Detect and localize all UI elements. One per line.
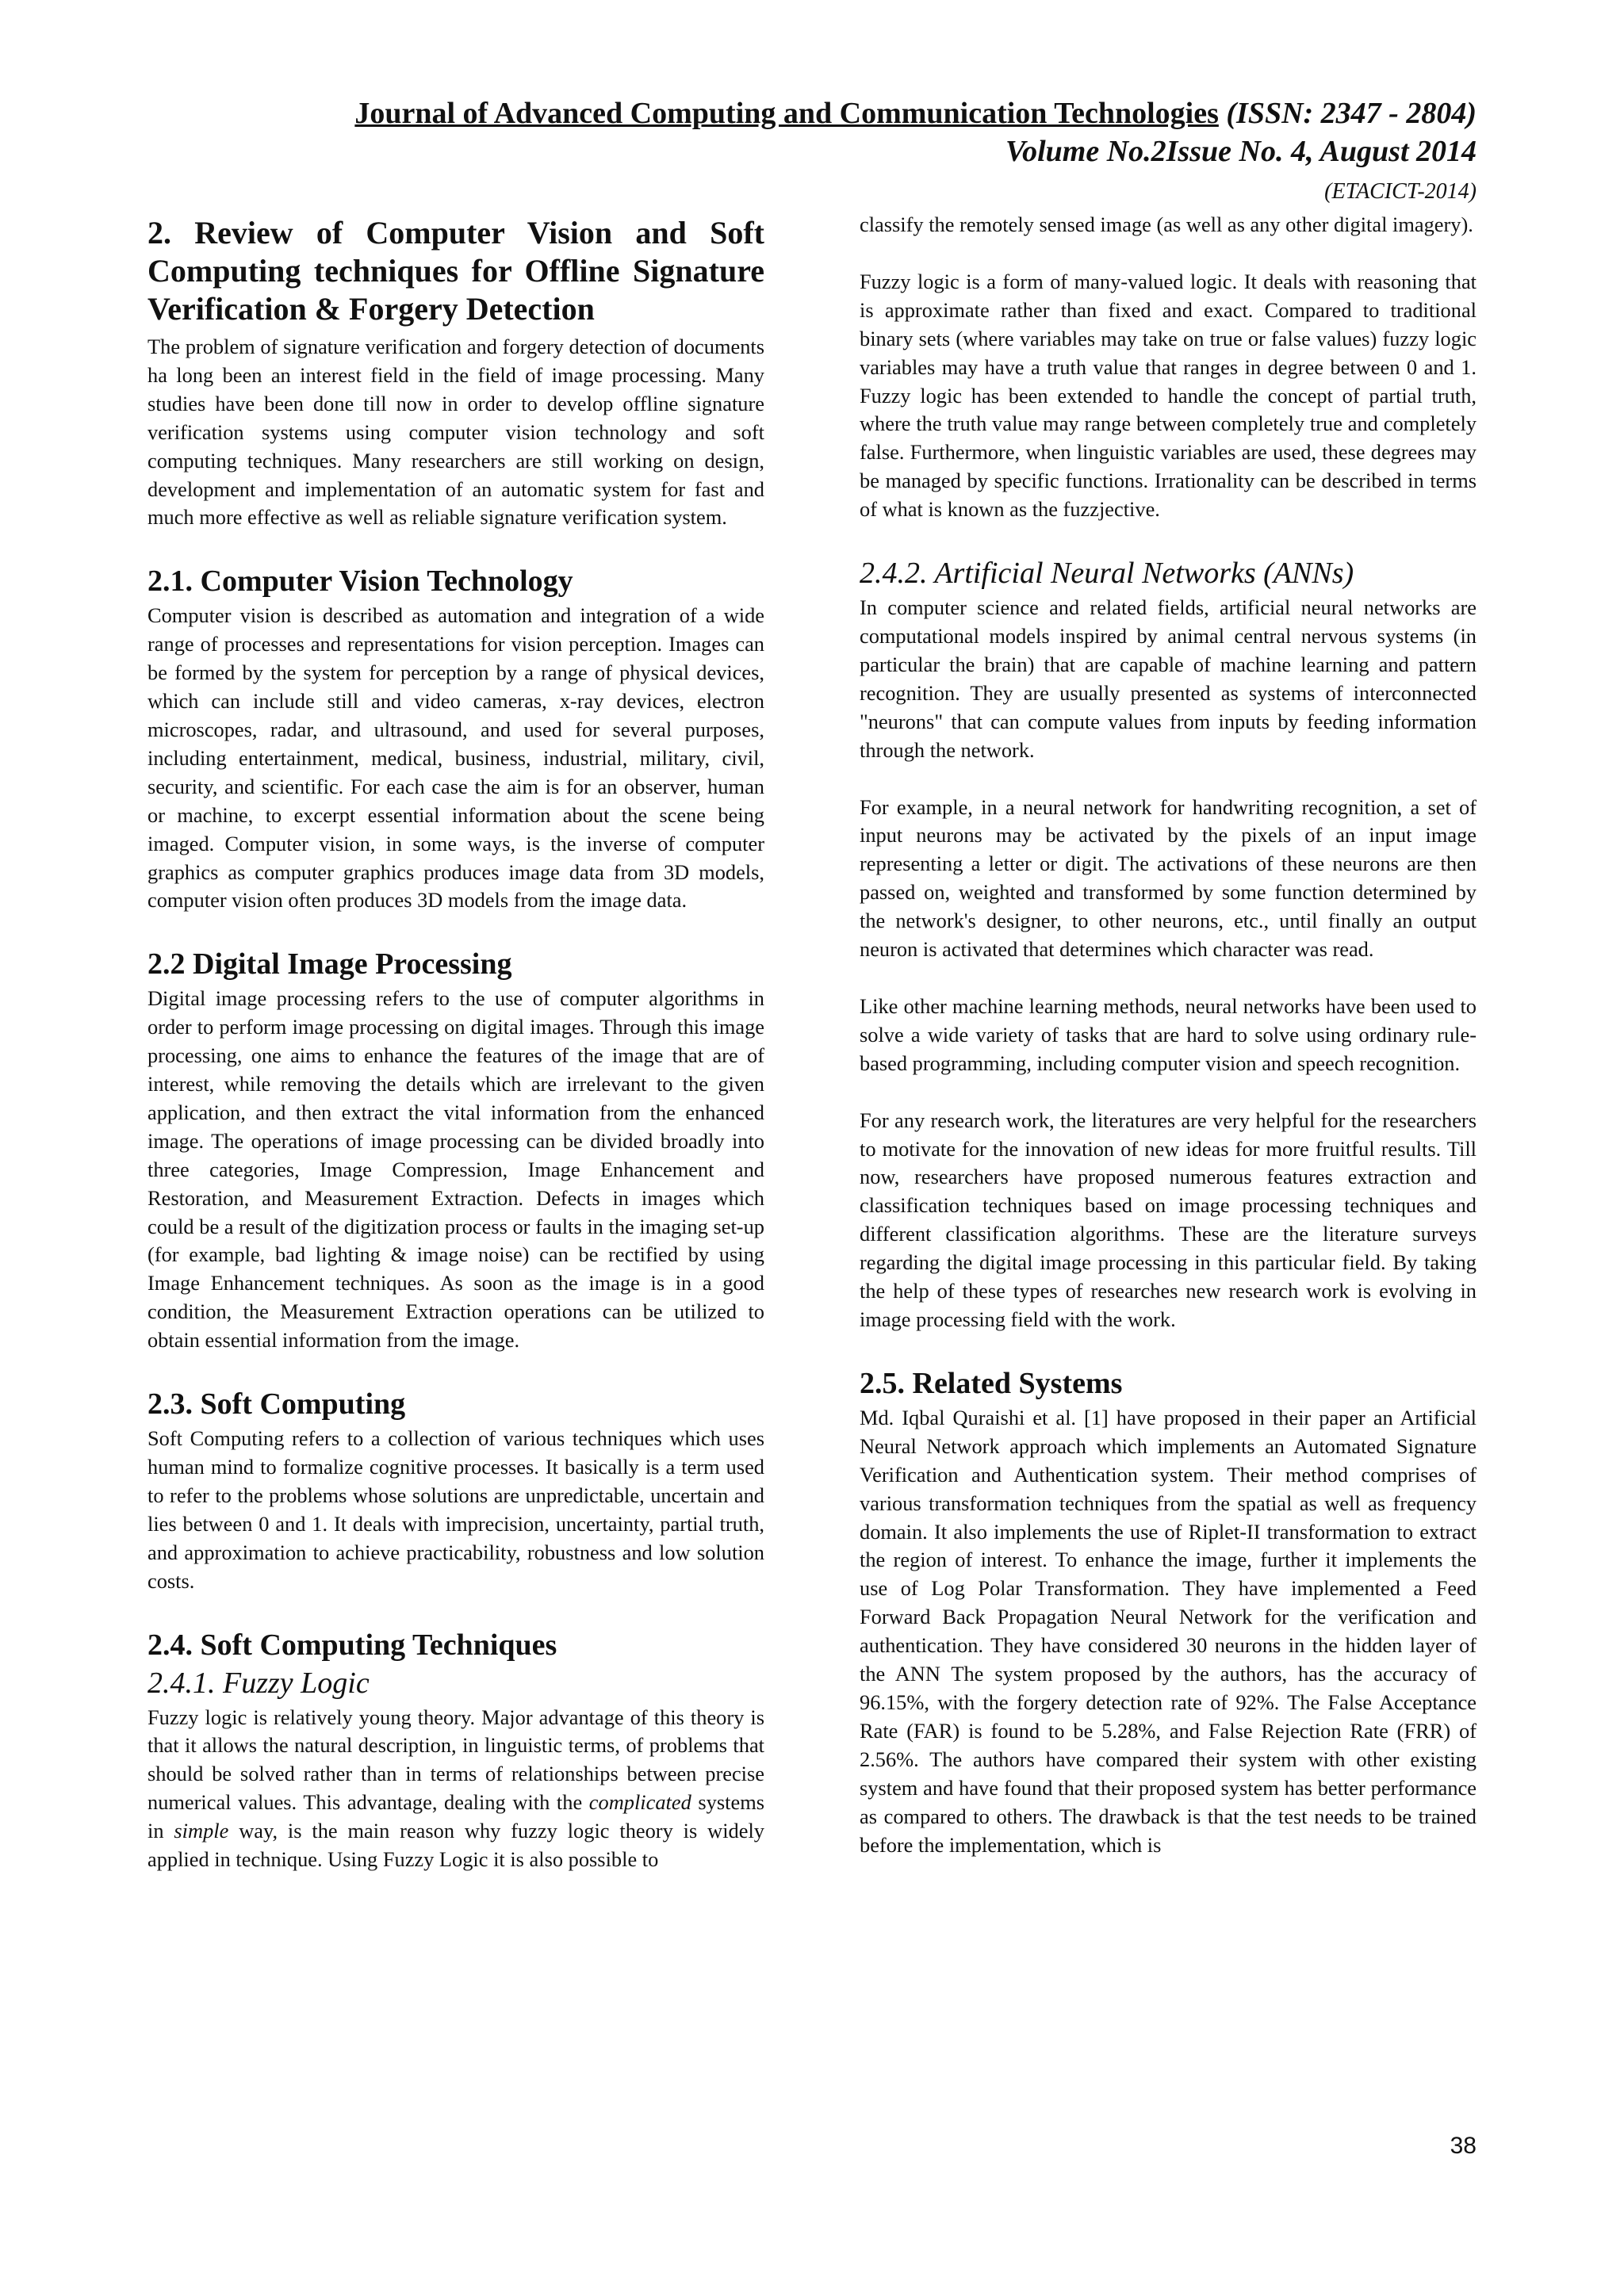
- right-column: [860, 211, 1477, 1859]
- paragraph-digital-image-processing: Digital image processing refers to the use of computer algorithms in order to perform image processing on digital images. Through this image processing, one aims to enhance the features of the image that are of interest, while removing the details which are irrelevant to the given application, and then extract the vital information from the enhanced image. The operations of image processing can be divided broadly into three categories, Image Compression, Image Enhancement and Restoration, and Measurement Extraction. Defects in images which could be a result of the digitization process or faults in the imaging set-up (for example, bad lighting & image noise) can be rectified by using Image Enhancement techniques. As soon as the image is in a good condition, the Measurement Extraction operations can be utilized to obtain essential information from the image.: [147, 986, 764, 1353]
- fuzzy-em-complicated: complicated: [588, 1790, 691, 1815]
- page-header: [354, 95, 1477, 208]
- intro-paragraph: The problem of signature verification and forgery detection of documents ha long been an interest field in the field of image processing. Many studies have been done till now in order to develop offline signature verification systems using computer vision technology and soft computing techniques. Many researchers are still working on design, development and implementation of an automatic system for fast and much more effective as well as reliable signature verification system.: [147, 335, 764, 530]
- paragraph-ann-3: Like other machine learning methods, neural networks have been used to solve a wide variety of tasks that are hard to solve using ordinary rule-based programming, including computer vision and speech recognition.: [860, 993, 1477, 1075]
- heading-digital-image-processing: 2.2 Digital Image Processing: [147, 947, 512, 982]
- paragraph-ann-4: For any research work, the literatures are very helpful for the researchers to motivate for the innovation of new ideas for more fruitful results. Till now, researchers have proposed numerous features extraction and classification techniques based on image processing techniques and different classification algorithms. These are the literature surveys regarding the digital image processing in this particular field. By taking the help of these types of researches new research work is evolving in image processing field with the work.: [860, 1108, 1477, 1331]
- page-number: 38: [1450, 2133, 1477, 2159]
- section-title: 2. Review of Computer Vision and Soft Computing techniques for Offline Signature Verification & Forgery Detection: [147, 215, 764, 327]
- heading-fuzzy-logic: 2.4.1. Fuzzy Logic: [147, 1666, 370, 1700]
- paragraph-ann-1: In computer science and related fields, artificial neural networks are computational models inspired by animal central nervous systems (in particular the brain) that are capable of machine learning and pattern recognition. They are usually presented as systems of interconnected "neurons" that can compute values from inputs by feeding information through the network.: [860, 595, 1477, 762]
- journal-name: Journal of Advanced Computing and Communication Technologies: [354, 97, 1219, 130]
- heading-soft-computing: 2.3. Soft Computing: [147, 1387, 406, 1422]
- paragraph-fuzzy-continued: classify the remotely sensed image (as well as any other digital imagery).: [860, 212, 1473, 236]
- heading-ann: 2.4.2. Artificial Neural Networks (ANNs): [860, 557, 1354, 591]
- journal-volume: Volume No.2Issue No. 4, August 2014: [1005, 135, 1477, 168]
- conference-tag: (ETACICT-2014): [1324, 179, 1477, 204]
- paragraph-computer-vision: Computer vision is described as automation and integration of a wide range of processes and representations for vision perception. Images can be formed by the system for perception by a range of physical devices, which can include still and video cameras, x-ray devices, electron microscopes, radar, and ultrasound, and used for several purposes, including entertainment, medical, business, industrial, military, civil, security, and scientific. For each case the aim is for an observer, human or machine, to excerpt essential information about the scene being imaged. Computer vision, in some ways, is the inverse of computer graphics as computer graphics produces image data from 3D models, computer vision often produces 3D models from the image data.: [147, 603, 764, 913]
- heading-related-systems: 2.5. Related Systems: [860, 1366, 1123, 1400]
- paragraph-related-systems: Md. Iqbal Quraishi et al. [1] have proposed in their paper an Artificial Neural Network approach which implements an Automated Signature Verification and Authentication system. Their method comprises of various transformation techniques from the spatial as well as frequency domain. It also implements the use of Riplet-II transformation to extract the region of interest. To enhance the image, further it implements the use of Log Polar Transformation. They have implemented a Feed Forward Back Propagation Neural Network for the verification and authentication. They have considered 30 neurons in the hidden layer of the ANN The system proposed by the authors, has the accuracy of 96.15%, with the forgery detection rate of 92%. The False Acceptance Rate (FAR) is found to be 5.28%, and False Rejection Rate (FRR) of 2.56%. The authors have compared their system with other existing system and have found that their proposed system has better performance as compared to others. The drawback is that the test needs to be trained before the implementation, which is: [860, 1405, 1477, 1857]
- journal-header-line: [354, 95, 1477, 132]
- fuzzy-text-a: Fuzzy logic is relatively young theory. Major advantage of this theory is that it allows the natural description, in linguistic terms, of problems that should be solved rather than in terms of relationships between precise numerical values. This advantage, dealing with the: [147, 1705, 764, 1815]
- paragraph-soft-computing: Soft Computing refers to a collection of various techniques which uses human mind to formalize cognitive processes. It basically is a term used to refer to the problems whose solutions are unpredictable, uncertain and lies between 0 and 1. It deals with imprecision, uncertainty, partial truth, and approximation to achieve practicability, robustness and low solution costs.: [147, 1426, 764, 1593]
- heading-soft-computing-techniques: 2.4. Soft Computing Techniques: [147, 1628, 557, 1662]
- paragraph-fuzzy-logic: [147, 1704, 764, 1874]
- left-column: [147, 214, 764, 1874]
- fuzzy-text-b: systems in: [147, 1790, 764, 1843]
- fuzzy-text-c: way, is the main reason why fuzzy logic theory is widely applied in technique. Using Fuzzy Logic it is also possible to: [147, 1819, 764, 1872]
- fuzzy-em-simple: simple: [174, 1819, 229, 1843]
- paragraph-ann-2: For example, in a neural network for handwriting recognition, a set of input neurons may be activated by the pixels of an input image representing a letter or digit. The activations of these neurons are then passed on, weighted and transformed by some function determined by the network's designer, to other neurons, etc., until finally an output neuron is activated that determines which character was read.: [860, 794, 1477, 962]
- journal-issn: (ISSN: 2347 - 2804): [1226, 97, 1477, 130]
- paragraph-fuzzy-definition: Fuzzy logic is a form of many-valued logic. It deals with reasoning that is approximate rather than fixed and exact. Compared to traditional binary sets (where variables may take on true or false values) fuzzy logic variables may have a truth value that ranges in degree between 0 and 1. Fuzzy logic has been extended to handle the concept of partial truth, where the truth value may range between completely true and completely false. Furthermore, when linguistic variables are used, these degrees may be managed by specific functions. Irrationality can be described in terms of what is known as the fuzzjective.: [860, 269, 1477, 522]
- heading-computer-vision: 2.1. Computer Vision Technology: [147, 564, 573, 599]
